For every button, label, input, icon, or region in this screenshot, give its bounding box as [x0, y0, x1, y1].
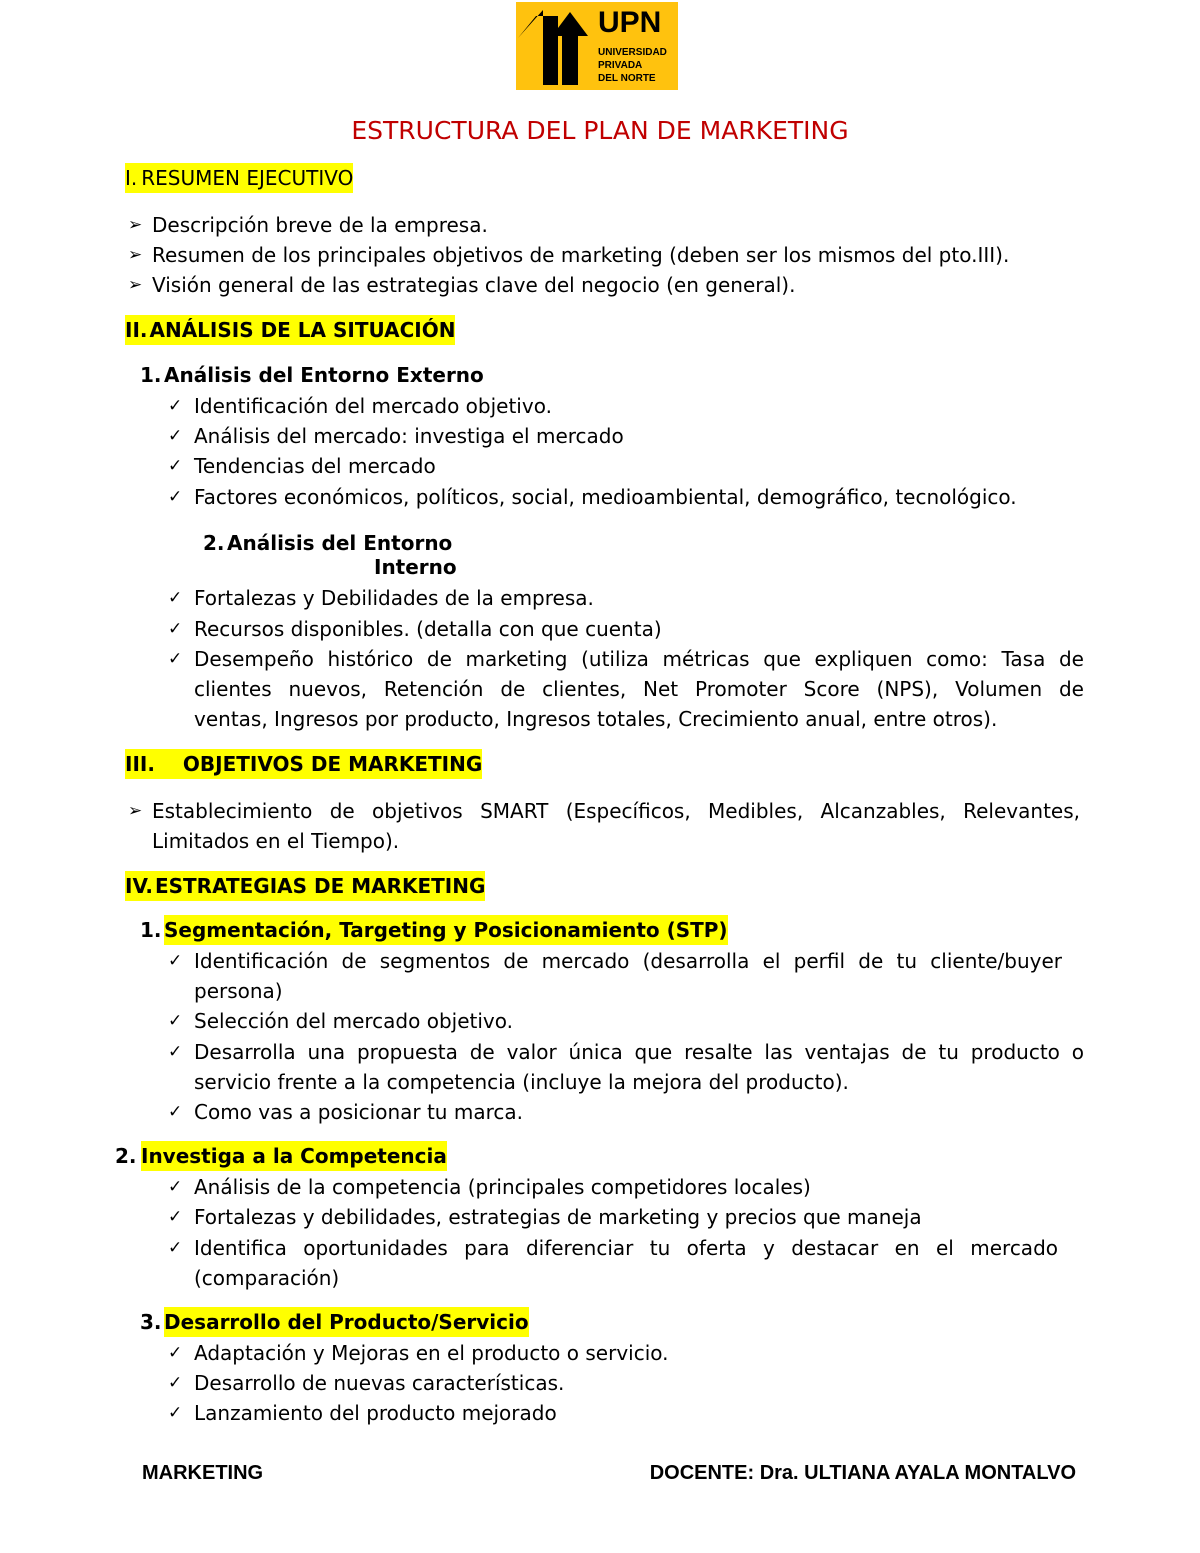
checkmark-icon: ✓ — [168, 426, 183, 446]
section-3-heading — [125, 749, 482, 779]
list-item: Identificación del mercado objetivo. — [194, 394, 552, 418]
checkmark-icon: ✓ — [168, 1011, 183, 1031]
arrow-bullet-icon: ➢ — [128, 245, 143, 265]
subsection-4-1-number: 1. — [140, 918, 162, 942]
checkmark-icon: ✓ — [168, 1373, 183, 1393]
subsection-2-2-label-line-1: Análisis del Entorno — [227, 531, 453, 555]
document-title: ESTRUCTURA DEL PLAN DE MARKETING — [351, 116, 849, 145]
list-item-line: Desempeño histórico de marketing (utiliza métricas que expliquen como: Tasa de — [194, 647, 1084, 671]
subsection-2-1-label: Análisis del Entorno Externo — [164, 363, 484, 387]
checkmark-icon: ✓ — [168, 1177, 183, 1197]
list-item-line: persona) — [194, 979, 283, 1003]
subsection-2-1-number: 1. — [140, 363, 162, 387]
list-item: Tendencias del mercado — [194, 454, 436, 478]
list-item: Visión general de las estrategias clave del negocio (en general). — [152, 273, 796, 297]
checkmark-icon: ✓ — [168, 588, 183, 608]
footer-course: MARKETING — [142, 1462, 264, 1484]
checkmark-icon: ✓ — [168, 1343, 183, 1363]
list-item: Como vas a posicionar tu marca. — [194, 1100, 523, 1124]
checkmark-icon: ✓ — [168, 487, 183, 507]
subsection-4-1-label: Segmentación, Targeting y Posicionamiento (STP) — [164, 915, 728, 945]
list-item: Selección del mercado objetivo. — [194, 1009, 513, 1033]
subsection-4-2-number: 2. — [115, 1144, 137, 1168]
list-item: Fortalezas y Debilidades de la empresa. — [194, 586, 594, 610]
logo-line-1: UNIVERSIDAD — [598, 47, 667, 58]
footer-teacher: DOCENTE: Dra. ULTIANA AYALA MONTALVO — [649, 1462, 1076, 1484]
logo-line-3: DEL NORTE — [598, 73, 656, 84]
list-item: Descripción breve de la empresa. — [152, 213, 488, 237]
logo-line-2: PRIVADA — [598, 60, 643, 71]
section-3-label: OBJETIVOS DE MARKETING — [182, 752, 483, 776]
section-1-heading — [125, 163, 353, 193]
checkmark-icon: ✓ — [168, 396, 183, 416]
subsection-4-2-label: Investiga a la Competencia — [141, 1141, 447, 1171]
subsection-2-2-number: 2. — [203, 531, 225, 555]
list-item-line: (comparación) — [194, 1266, 340, 1290]
list-item: Análisis de la competencia (principales competidores locales) — [194, 1175, 811, 1199]
list-item-line: Identificación de segmentos de mercado (desarrolla el perfil de tu cliente/buyer — [194, 949, 1062, 973]
section-2-heading — [125, 315, 455, 345]
checkmark-icon: ✓ — [168, 951, 183, 971]
checkmark-icon: ✓ — [168, 619, 183, 639]
arrow-bullet-icon: ➢ — [128, 801, 143, 821]
section-1-label: RESUMEN EJECUTIVO — [141, 166, 354, 190]
subsection-2-2-label-line-2: Interno — [374, 555, 457, 579]
checkmark-icon: ✓ — [168, 1042, 183, 1062]
section-4-label: ESTRATEGIAS DE MARKETING — [154, 874, 486, 898]
checkmark-icon: ✓ — [168, 1207, 183, 1227]
arrow-bullet-icon: ➢ — [128, 215, 143, 235]
list-item: Desarrollo de nuevas características. — [194, 1371, 565, 1395]
list-item-line: servicio frente a la competencia (incluye la mejora del producto). — [194, 1070, 849, 1094]
section-1-number: I. — [125, 166, 138, 190]
list-item-line: clientes nuevos, Retención de clientes, Net Promoter Score (NPS), Volumen de — [194, 677, 1084, 701]
list-item: Adaptación y Mejoras en el producto o servicio. — [194, 1341, 669, 1365]
section-2-label: ANÁLISIS DE LA SITUACIÓN — [149, 318, 456, 342]
logo-brand: UPN — [598, 6, 662, 39]
section-4-heading — [125, 871, 485, 901]
arrow-bullet-icon: ➢ — [128, 275, 143, 295]
subsection-4-3-number: 3. — [140, 1310, 162, 1334]
checkmark-icon: ✓ — [168, 1238, 183, 1258]
checkmark-icon: ✓ — [168, 1403, 183, 1423]
list-item: Fortalezas y debilidades, estrategias de marketing y precios que maneja — [194, 1205, 922, 1229]
list-item-line: Limitados en el Tiempo). — [152, 829, 400, 853]
list-item-line: ventas, Ingresos por producto, Ingresos totales, Crecimiento anual, entre otros). — [194, 707, 998, 731]
list-item: Resumen de los principales objetivos de marketing (deben ser los mismos del pto.III). — [152, 243, 1010, 267]
list-item-line: Identifica oportunidades para diferenciar tu oferta y destacar en el mercado — [194, 1236, 1058, 1260]
list-item-line: Desarrolla una propuesta de valor única que resalte las ventajas de tu producto o — [194, 1040, 1084, 1064]
subsection-4-3-label: Desarrollo del Producto/Servicio — [164, 1307, 529, 1337]
checkmark-icon: ✓ — [168, 1102, 183, 1122]
list-item: Factores económicos, políticos, social, medioambiental, demográfico, tecnológico. — [194, 485, 1017, 509]
list-item: Análisis del mercado: investiga el mercado — [194, 424, 624, 448]
checkmark-icon: ✓ — [168, 649, 183, 669]
checkmark-icon: ✓ — [168, 456, 183, 476]
list-item: Lanzamiento del producto mejorado — [194, 1401, 557, 1425]
section-4-number: IV. — [125, 874, 153, 898]
section-2-number: II. — [125, 318, 148, 342]
list-item-line: Establecimiento de objetivos SMART (Específicos, Medibles, Alcanzables, Relevantes, — [152, 799, 1080, 823]
upn-logo — [516, 2, 678, 90]
section-3-number: III. — [125, 752, 155, 776]
list-item: Recursos disponibles. (detalla con que cuenta) — [194, 617, 662, 641]
